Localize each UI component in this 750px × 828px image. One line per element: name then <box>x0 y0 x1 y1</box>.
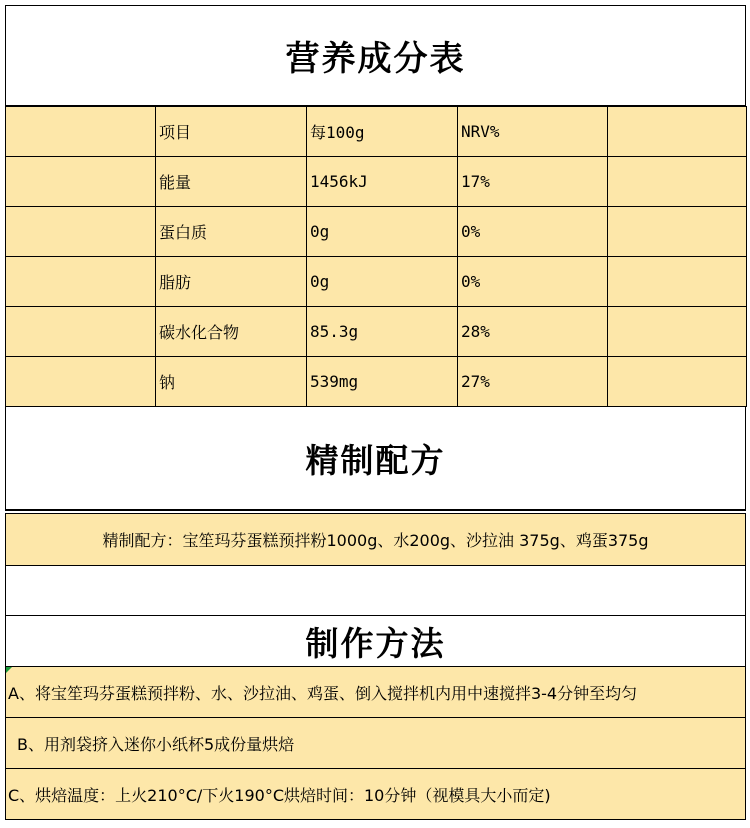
step-text: B、用剂袋挤入迷你小纸杯5成份量烘焙 <box>17 734 295 754</box>
header-per100g: 每100g <box>307 107 458 157</box>
table-cell-empty <box>608 157 747 207</box>
recipe-title-row <box>5 407 746 510</box>
table-cell-empty <box>608 257 747 307</box>
row-amount: 0g <box>307 207 458 257</box>
table-cell-empty <box>6 107 156 157</box>
row-label: 钠 <box>156 357 307 407</box>
method-title-row <box>5 616 746 667</box>
table-cell-empty <box>608 307 747 357</box>
row-nrv: 0% <box>458 207 608 257</box>
table-row <box>6 307 747 357</box>
row-label: 蛋白质 <box>156 207 307 257</box>
table-cell-empty <box>6 207 156 257</box>
table-row <box>6 157 747 207</box>
step-row-a <box>5 667 746 718</box>
table-cell-empty <box>6 257 156 307</box>
row-amount: 539mg <box>307 357 458 407</box>
table-row <box>6 207 747 257</box>
table-cell-empty <box>608 207 747 257</box>
row-nrv: 27% <box>458 357 608 407</box>
method-title: 制作方法 <box>305 623 446 663</box>
recipe-title: 精制配方 <box>305 440 446 480</box>
header-item: 项目 <box>156 107 307 157</box>
step-text: C、烘焙温度：上火210°C/下火190°C烘焙时间：10分钟（视模具大小而定) <box>8 785 551 805</box>
table-cell-empty <box>6 157 156 207</box>
row-amount: 0g <box>307 257 458 307</box>
step-text: A、将宝笙玛芬蛋糕预拌粉、水、沙拉油、鸡蛋、倒入搅拌机内用中速搅拌3-4分钟至均匀 <box>8 683 638 703</box>
recipe-text: 精制配方：宝笙玛芬蛋糕预拌粉1000g、水200g、沙拉油 375g、鸡蛋375g <box>102 531 649 550</box>
page-title: 营养成分表 <box>285 39 466 79</box>
step-row-c <box>5 769 746 820</box>
table-cell-empty <box>6 307 156 357</box>
header-nrv: NRV% <box>458 107 608 157</box>
row-nrv: 28% <box>458 307 608 357</box>
table-header-row <box>6 107 747 157</box>
table-row <box>6 257 747 307</box>
recipe-row <box>5 514 746 566</box>
blank-row <box>5 566 746 616</box>
row-label: 脂肪 <box>156 257 307 307</box>
table-cell-empty <box>608 107 747 157</box>
row-amount: 85.3g <box>307 307 458 357</box>
nutrition-sheet <box>5 5 746 820</box>
title-row <box>5 5 746 106</box>
row-nrv: 17% <box>458 157 608 207</box>
row-nrv: 0% <box>458 257 608 307</box>
row-amount: 1456kJ <box>307 157 458 207</box>
table-cell-empty <box>608 357 747 407</box>
row-label: 碳水化合物 <box>156 307 307 357</box>
table-row <box>6 357 747 407</box>
row-label: 能量 <box>156 157 307 207</box>
table-cell-empty <box>6 357 156 407</box>
step-row-b <box>5 718 746 769</box>
cell-comment-marker-icon <box>6 667 12 673</box>
nutrition-table <box>5 106 747 407</box>
